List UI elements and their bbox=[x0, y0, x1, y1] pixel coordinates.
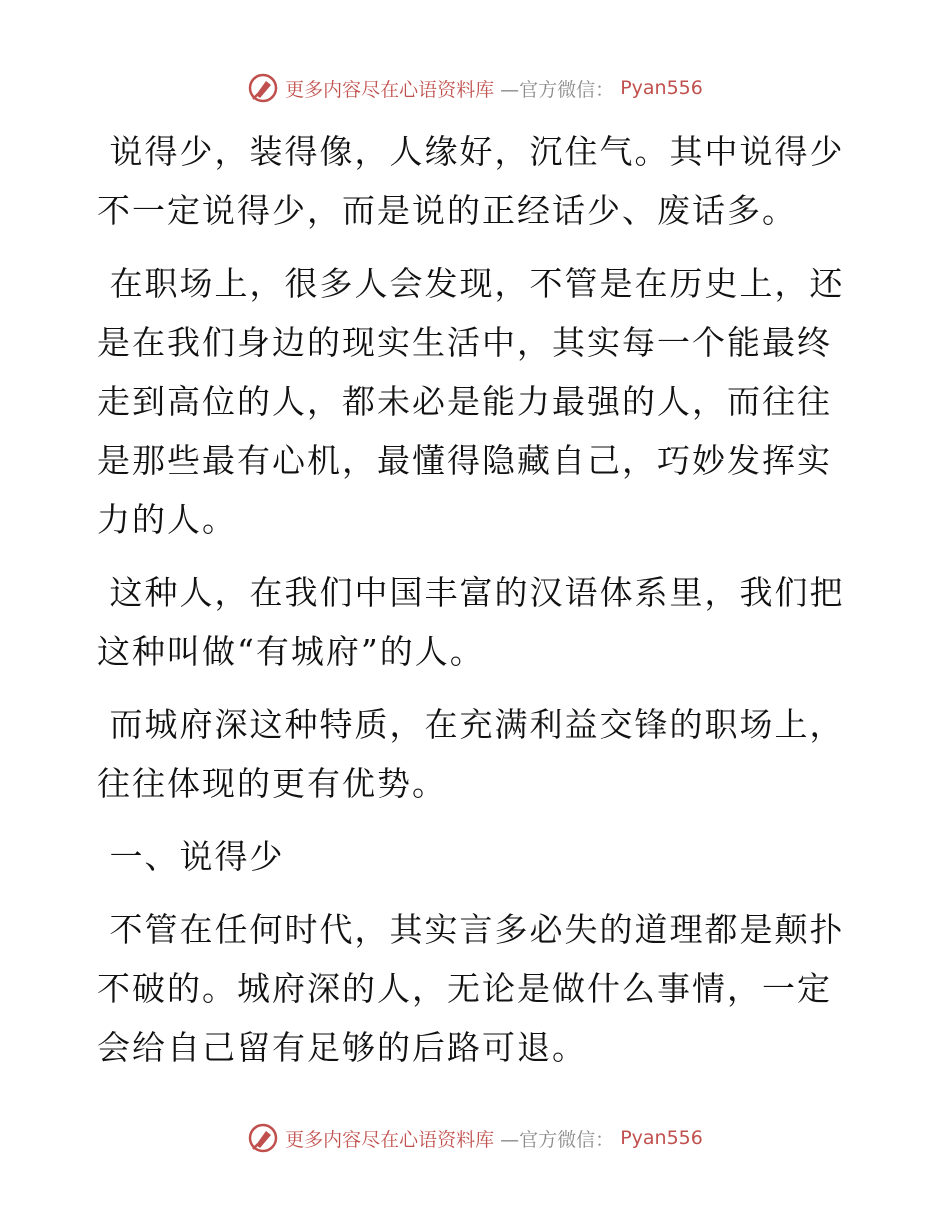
watermark-wechat-id: Pyan556 bbox=[620, 1127, 703, 1149]
section-heading: 一、说得少 bbox=[97, 837, 285, 876]
footer-watermark bbox=[0, 1122, 950, 1154]
watermark-site-text: 更多内容尽在心语资料库 bbox=[285, 78, 495, 101]
document-body bbox=[97, 122, 857, 1091]
header-watermark bbox=[0, 72, 950, 104]
pen-nib-icon bbox=[247, 1122, 279, 1154]
watermark-wechat-label: —官方微信： bbox=[500, 78, 615, 101]
paragraph-2: 在职场上，很多人会发现，不管是在历史上，还是在我们身边的现实生活中，其实每一个能最终走到高位的人，都未必是能力最强的人，而往往是那些最有心机，最懂得隐藏自己，巧妙发挥实力的人。 bbox=[97, 264, 845, 539]
paragraph-4: 而城府深这种特质，在充满利益交锋的职场上，往往体现的更有优势。 bbox=[97, 705, 845, 803]
paragraph-5: 不管在任何时代，其实言多必失的道理都是颠扑不破的。城府深的人，无论是做什么事情，一定会给自己留有足够的后路可退。 bbox=[97, 910, 845, 1067]
pen-nib-icon bbox=[247, 72, 279, 104]
watermark-wechat-label: —官方微信： bbox=[500, 1128, 615, 1151]
paragraph-1: 说得少，装得像，人缘好，沉住气。其中说得少不一定说得少，而是说的正经话少、废话多。 bbox=[97, 132, 845, 230]
watermark-site-text: 更多内容尽在心语资料库 bbox=[285, 1128, 495, 1151]
paragraph-3: 这种人，在我们中国丰富的汉语体系里，我们把这种叫做“有城府”的人。 bbox=[97, 573, 845, 671]
watermark-wechat-id: Pyan556 bbox=[620, 77, 703, 99]
